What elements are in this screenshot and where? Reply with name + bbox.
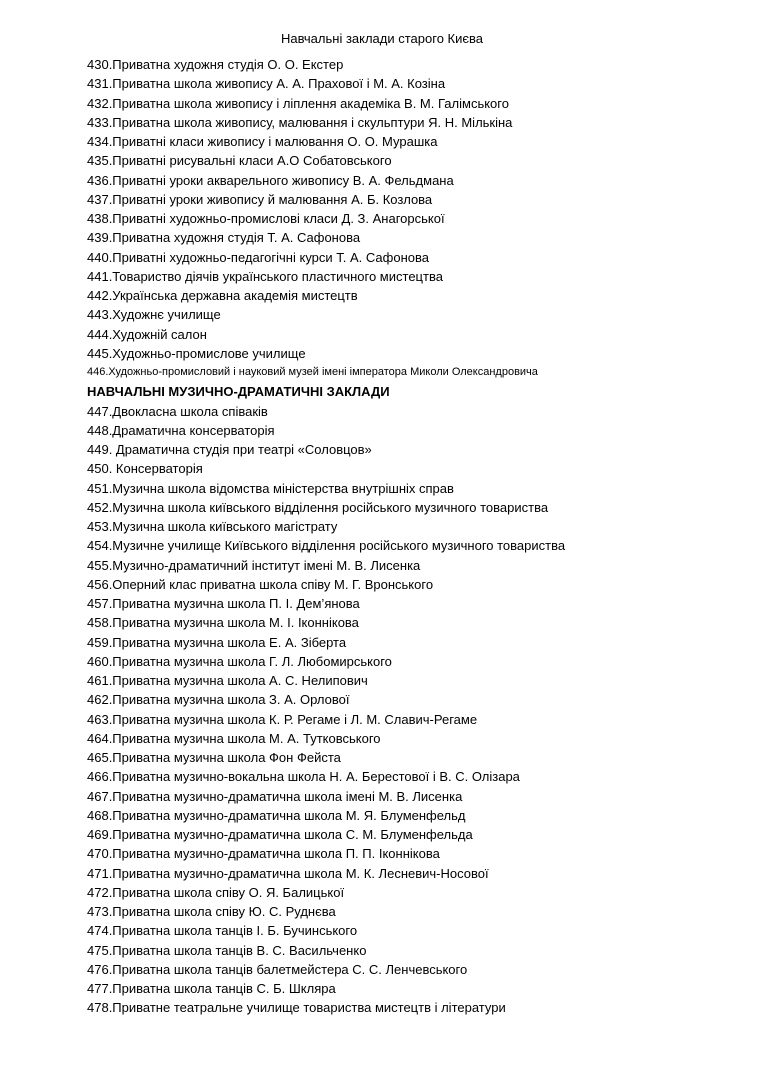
list-item: 456.Оперний клас приватна школа співу М. Г. Вронського (87, 576, 434, 592)
list-item: 440.Приватні художньо-педагогічні курси Т. А. Сафонова (87, 249, 429, 265)
list-item: 452.Музична школа київського відділення російського музичного товариства (87, 499, 549, 515)
institution-list (87, 55, 757, 1018)
list-item: 471.Приватна музично-драматична школа М. К. Лесневич-Носової (87, 865, 489, 881)
list-item: 438.Приватні художньо-промислові класи Д. З. Анагорської (87, 211, 445, 226)
list-item: 466.Приватна музично-вокальна школа Н. А. Берестової і В. С. Олізара (87, 769, 520, 785)
list-item: 477.Приватна школа танців С. Б. Шкляра (87, 981, 336, 996)
list-item: 448.Драматична консерваторія (87, 422, 275, 438)
list-item: 473.Приватна школа співу Ю. С. Руднєва (87, 904, 336, 919)
list-item: 454.Музичне училище Київського відділення російського музичного товариства (87, 538, 566, 554)
list-item: 463.Приватна музична школа К. Р. Регаме і Л. М. Славич-Регаме (87, 711, 478, 727)
list-item: 433.Приватна школа живопису, малювання і скульптури Я. Н. Мількіна (87, 114, 513, 130)
list-item: 445.Художньо-промислове училище (87, 345, 306, 361)
list-item: 441.Товариство діячів українського пластичного мистецтва (87, 268, 443, 284)
list-item: 468.Приватна музично-драматична школа М. Я. Блуменфельд (87, 807, 466, 823)
list-item: 467.Приватна музично-драматична школа імені М. В. Лисенка (87, 788, 463, 804)
list-item: 461.Приватна музична школа А. С. Нелипович (87, 673, 368, 688)
list-item: 474.Приватна школа танців І. Б. Бучинського (87, 923, 358, 939)
list-item: 451.Музична школа відомства міністерства внутрішніх справ (87, 480, 454, 496)
list-item: 478.Приватне театральне училище товариства мистецтв і літератури (87, 1000, 506, 1016)
list-item: 434.Приватні класи живопису і малювання О. О. Мурашка (87, 134, 438, 149)
section-heading: НАВЧАЛЬНІ МУЗИЧНО-ДРАМАТИЧНІ ЗАКЛАДИ (87, 384, 390, 400)
page-title: Навчальні заклади старого Києва (280, 31, 484, 46)
list-item: 450. Консерваторія (87, 461, 203, 477)
list-item: 439.Приватна художня студія Т. А. Сафонова (87, 230, 361, 246)
list-item: 457.Приватна музична школа П. І. Дем’янова (87, 596, 360, 611)
list-item: 444.Художній салон (87, 326, 207, 342)
list-item: 435.Приватні рисувальні класи А.О Собатовського (87, 153, 392, 169)
list-item: 430.Приватна художня студія О. О. Екстер (87, 57, 344, 72)
list-item: 464.Приватна музична школа М. А. Тутковського (87, 730, 381, 746)
list-item: 443.Художнє училище (87, 307, 221, 323)
list-item: 455.Музично-драматичний інститут імені М. В. Лисенка (87, 557, 421, 573)
list-item: 472.Приватна школа співу О. Я. Балицької (87, 884, 345, 900)
list-item: 446.Художньо-промисловий і науковий музей імені імператора Миколи Олександровича (87, 366, 538, 378)
list-item: 465.Приватна музична школа Фон Фейста (87, 750, 341, 765)
list-item: 453.Музична школа київського магістрату (87, 519, 338, 534)
list-item: 447.Двокласна школа співаків (87, 403, 268, 419)
list-item: 437.Приватні уроки живопису й малювання А. Б. Козлова (87, 191, 433, 207)
list-item: 432.Приватна школа живопису і ліплення академіка В. М. Галімського (87, 95, 509, 111)
list-item: 458.Приватна музична школа М. І. Іконнікова (87, 615, 359, 631)
list-item: 476.Приватна школа танців балетмейстера С. С. Ленчевського (87, 961, 468, 977)
list-item: 469.Приватна музично-драматична школа С. М. Блуменфельда (87, 827, 473, 842)
list-item: 459.Приватна музична школа Е. А. Зіберта (87, 634, 347, 650)
list-item: 462.Приватна музична школа З. А. Орлової (87, 692, 350, 708)
list-item: 436.Приватні уроки акварельного живопису В. А. Фельдмана (87, 172, 454, 188)
list-item: 460.Приватна музична школа Г. Л. Любомирського (87, 653, 392, 669)
list-item: 442.Українська державна академія мистецтв (87, 288, 358, 303)
list-item: 449. Драматична студія при театрі «Соловцов» (87, 442, 372, 457)
list-item: 431.Приватна школа живопису А. А. Прахової і М. А. Козіна (87, 76, 446, 92)
list-item: 470.Приватна музично-драматична школа П. П. Іконнікова (87, 846, 440, 862)
list-item: 475.Приватна школа танців В. С. Васильченко (87, 942, 367, 958)
